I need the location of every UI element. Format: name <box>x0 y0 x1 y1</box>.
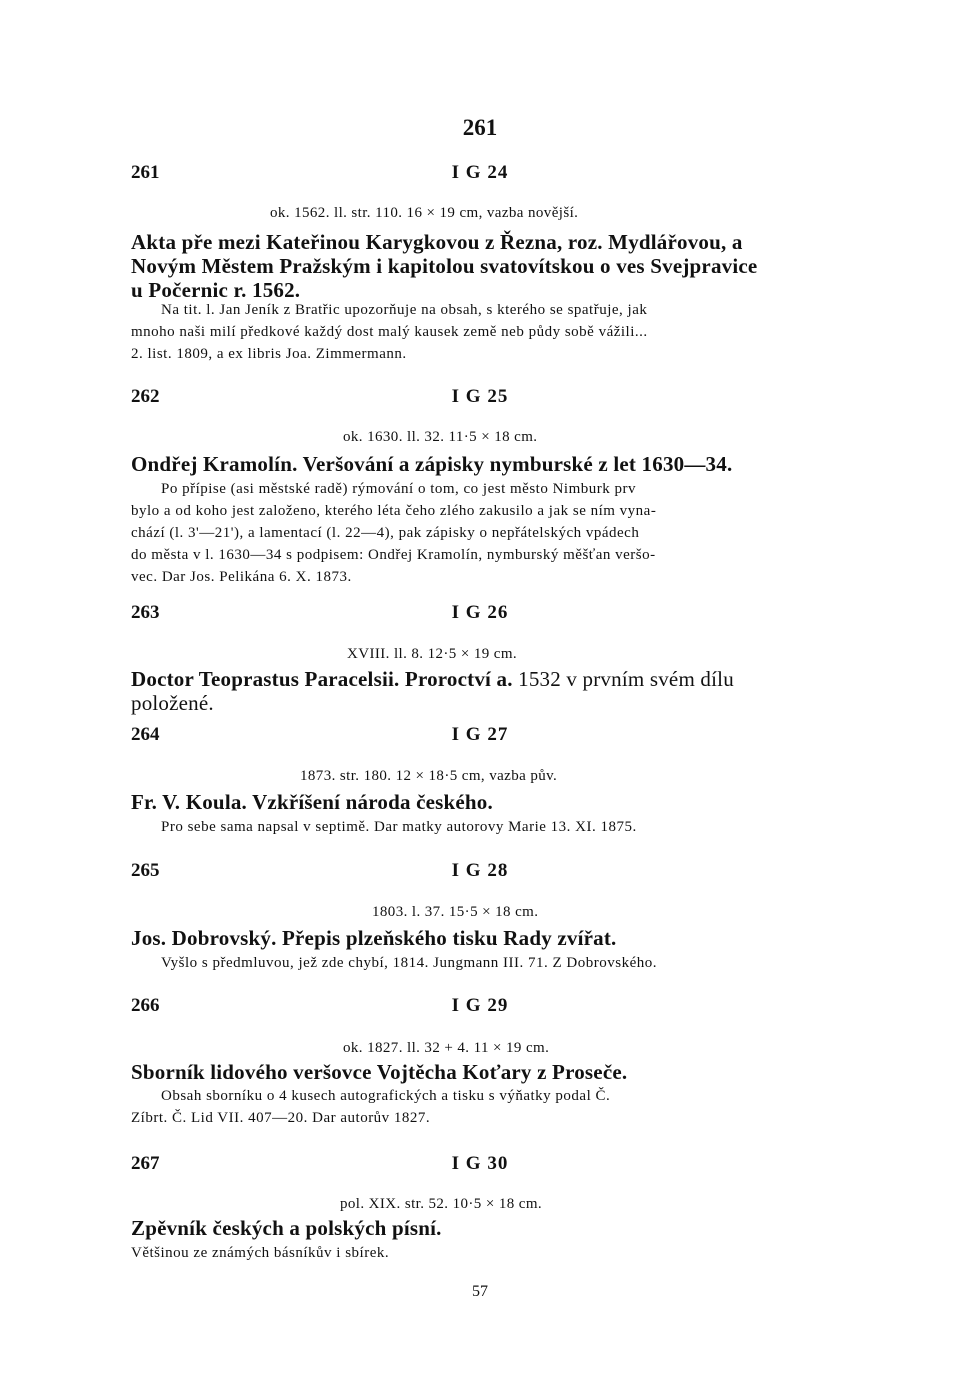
note-line: vec. Dar Jos. Pelikána 6. X. 1873. <box>131 569 352 585</box>
title-line: Ondřej Kramolín. Veršování a zápisky nymburské z let 1630—34. <box>131 452 733 476</box>
title-line: Novým Městem Pražským i kapitolou svatovítskou o ves Svejpravice <box>131 254 758 278</box>
entry-title <box>131 667 839 715</box>
entry-number: 262 <box>131 386 160 407</box>
entry-number: 264 <box>131 724 160 745</box>
entry-title <box>131 1060 839 1084</box>
physical-description: 1803. l. 37. 15·5 × 18 cm. <box>372 904 539 920</box>
entry-title <box>131 1216 839 1240</box>
note-line: Po přípise (asi městské radě) rýmování o tom, co jest město Nimburk prv <box>161 481 637 497</box>
physical-description: XVIII. ll. 8. 12·5 × 19 cm. <box>347 646 518 662</box>
title-line: Jos. Dobrovský. Přepis plzeňského tisku Rady zvířat. <box>131 926 617 950</box>
physical-description: ok. 1562. ll. str. 110. 16 × 19 cm, vazba novější. <box>270 205 579 221</box>
note-line: 2. list. 1809, a ex libris Joa. Zimmermann. <box>131 346 407 362</box>
physical-description: ok. 1630. ll. 32. 11·5 × 18 cm. <box>343 429 538 445</box>
entry-note <box>131 1242 839 1264</box>
entry-note <box>131 816 839 838</box>
note-line: mnoho naši milí předkové každý dost malý kausek země neb půdy sobě vážili... <box>131 324 648 340</box>
title-line <box>131 667 839 691</box>
physical-description: pol. XIX. str. 52. 10·5 × 18 cm. <box>340 1196 543 1212</box>
entry-note <box>131 1085 839 1129</box>
title-regular-part: 1532 v prvním svém dílu <box>512 667 734 691</box>
entry-number: 261 <box>131 162 160 183</box>
entry-note <box>131 952 839 974</box>
title-line: Fr. V. Koula. Vzkříšení národa českého. <box>131 790 493 814</box>
title-line: Zpěvník českých a polských písní. <box>131 1216 442 1240</box>
note-line: bylo a od koho jest založeno, kterého léta čeho zlého zakusilo a jak se ním vyna- <box>131 503 657 519</box>
page-header-number: 261 <box>462 115 498 140</box>
entry-number: 266 <box>131 995 160 1016</box>
note-line: Vyšlo s předmluvou, jež zde chybí, 1814. Jungmann III. 71. Z Dobrovského. <box>161 955 658 971</box>
note-line: Zíbrt. Č. Lid VII. 407—20. Dar autorův 1827. <box>131 1110 431 1126</box>
entry-number: 267 <box>131 1153 160 1174</box>
entry-note <box>131 299 839 365</box>
note-line: Na tit. l. Jan Jeník z Bratřic upozorňuje na obsah, s kterého se spatřuje, jak <box>161 302 648 318</box>
physical-description: ok. 1827. ll. 32 + 4. 11 × 19 cm. <box>343 1040 550 1056</box>
note-line: Pro sebe sama napsal v septimě. Dar matky autorovy Marie 13. XI. 1875. <box>161 819 637 835</box>
entry-number: 265 <box>131 860 160 881</box>
entry-title <box>131 230 839 302</box>
entry-title <box>131 926 839 950</box>
shelf-signature: I G 29 <box>451 995 509 1016</box>
title-line: Sborník lidového veršovce Vojtěcha Koťary z Proseče. <box>131 1060 628 1084</box>
shelf-signature: I G 26 <box>451 602 509 623</box>
note-line: chází (l. 3'—21'), a lamentací (l. 22—4), pak zápisky o nepřátelských vpádech <box>131 525 640 541</box>
entry-title <box>131 790 839 814</box>
shelf-signature: I G 28 <box>451 860 509 881</box>
entry-note <box>131 478 839 588</box>
title-bold-part: Doctor Teoprastus Paracelsii. Proroctví a. <box>131 667 513 691</box>
shelf-signature: I G 27 <box>451 724 509 745</box>
shelf-signature: I G 24 <box>451 162 509 183</box>
page-footer-number: 57 <box>472 1283 488 1300</box>
title-line: položené. <box>131 691 214 715</box>
title-line: Akta pře mezi Kateřinou Karygkovou z Řezna, roz. Mydlářovou, a <box>131 230 743 254</box>
physical-description: 1873. str. 180. 12 × 18·5 cm, vazba pův. <box>300 768 558 784</box>
entry-number: 263 <box>131 602 160 623</box>
shelf-signature: I G 25 <box>451 386 509 407</box>
entry-title <box>131 452 839 476</box>
note-line: do města v l. 1630—34 s podpisem: Ondřej Kramolín, nymburský měšťan veršo- <box>131 547 656 563</box>
note-line: Většinou ze známých básníkův i sbírek. <box>131 1245 390 1261</box>
note-line: Obsah sborníku o 4 kusech autografických a tisku s výňatky podal Č. <box>161 1088 611 1104</box>
title-line: u Počernic r. 1562. <box>131 278 301 302</box>
shelf-signature: I G 30 <box>451 1153 509 1174</box>
